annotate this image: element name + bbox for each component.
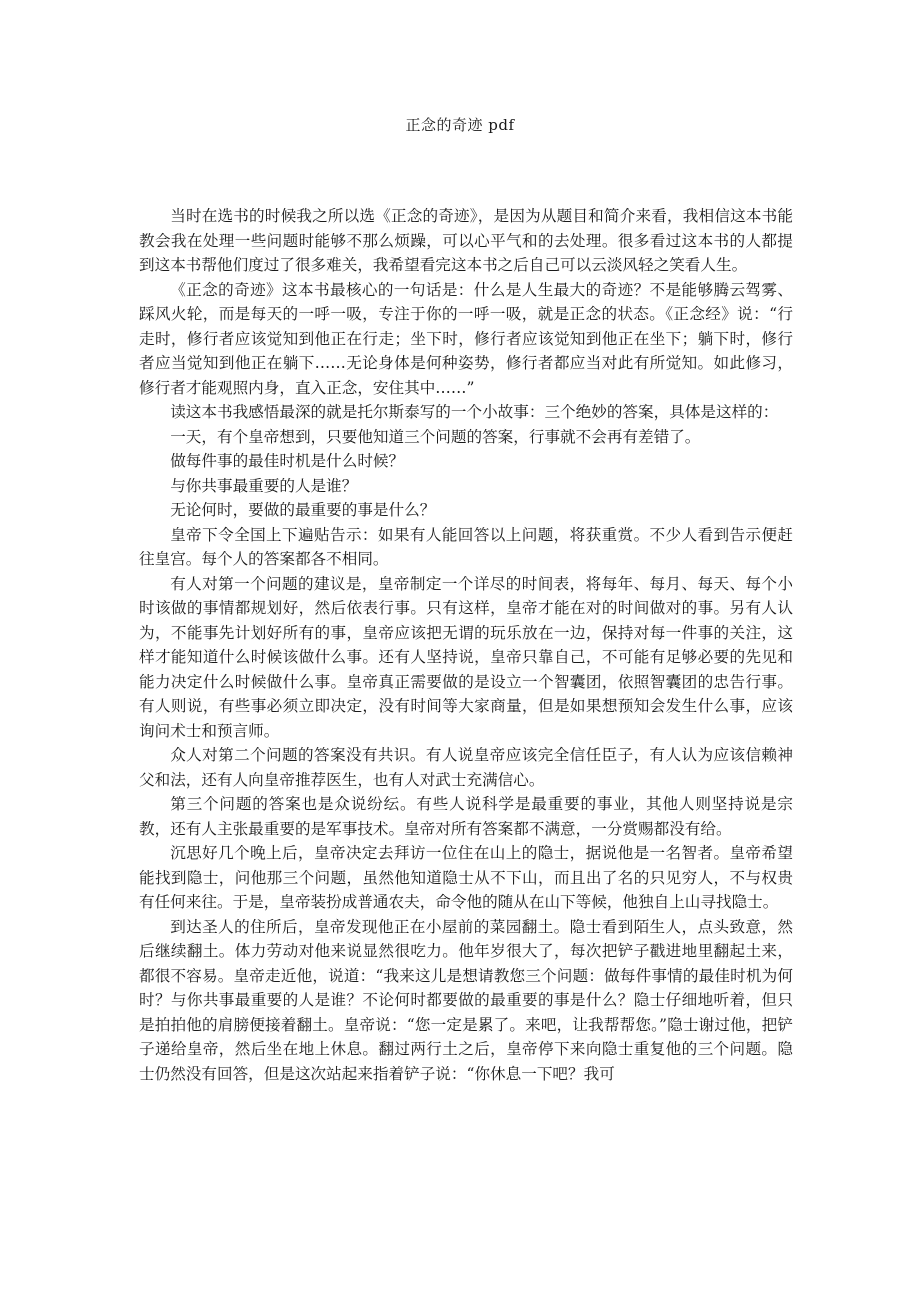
paragraph: 当时在选书的时候我之所以选《正念的奇迹》，是因为从题目和简介来看，我相信这本书能教会我在处理一些问题时能够不那么烦躁，可以心平气和的去处理。很多看过这本书的人都提到这本书帮他们度过了很多难关，我希望看完这本书之后自己可以云淡风轻之笑看人生。 [139, 207, 793, 274]
paragraph: 沉思好几个晚上后，皇帝决定去拜访一位住在山上的隐士，据说他是一名智者。皇帝希望能找到隐士，问他那三个问题，虽然他知道隐士从不下山，而且出了名的只见穷人，不与权贵有任何来往。于是，皇帝装扮成普通农夫，命令他的随从在山下等候，他独自上山寻找隐士。 [139, 844, 793, 911]
paragraph: 与你共事最重要的人是谁？ [170, 476, 358, 495]
paragraph: 读这本书我感悟最深的就是托尔斯泰写的一个小故事：三个绝妙的答案，具体是这样的： [170, 403, 779, 421]
paragraph: 第三个问题的答案也是众说纷纭。有些人说科学是最重要的事业，其他人则坚持说是宗教，还有人主张最重要的是军事技术。皇帝对所有答案都不满意，一分赏赐都没有给。 [139, 795, 793, 838]
paragraph: 做每件事的最佳时机是什么时候？ [170, 452, 405, 470]
paragraph: 皇帝下令全国上下遍贴告示：如果有人能回答以上问题，将获重赏。不少人看到告示便赶往皇宫。每个人的答案都各不相同。 [139, 525, 793, 568]
paragraph: 《正念的奇迹》这本书最核心的一句话是：什么是人生最大的奇迹？不是能够腾云驾雾、踩风火轮，而是每天的一呼一吸，专注于你的一呼一吸，就是正念的状态。《正念经》说：“行走时，修行者应该觉知到他正在行走；坐下时，修行者应该觉知到他正在坐下；躺下时，修行者应当觉知到他正在躺下……无论身体是何种姿势，修行者都应当对此有所觉知。如此修习，修行者才能观照内身，直入正念，安住其中……” [139, 280, 793, 397]
paragraph: 到达圣人的住所后，皇帝发现他正在小屋前的菜园翻土。隐士看到陌生人，点头致意，然后继续翻土。体力劳动对他来说显然很吃力。他年岁很大了，每次把铲子戳进地里翻起土来，都很不容易。皇帝走近他，说道：“我来这儿是想请教您三个问题：做每件事情的最佳时机为何时？与你共事最重要的人是谁？不论何时都要做的最重要的事是什么？隐士仔细地听着，但只是拍拍他的肩膀便接着翻土。皇帝说：“您一定是累了。来吧，让我帮帮您。”隐士谢过他，把铲子递给皇帝，然后坐在地上休息。翻过两行土之后，皇帝停下来向隐士重复他的三个问题。隐士仍然没有回答，但是这次站起来指着铲子说：“你休息一下吧？我可 [139, 917, 793, 1083]
page-title: 正念的奇迹 pdf [405, 116, 515, 134]
paragraph: 众人对第二个问题的答案没有共识。有人说皇帝应该完全信任臣子，有人认为应该信赖神父和法，还有人向皇帝推荐医生，也有人对武士充满信心。 [139, 746, 793, 789]
paragraph: 无论何时，要做的最重要的事是什么？ [170, 501, 436, 519]
document-body [139, 204, 793, 1086]
paragraph: 有人对第一个问题的建议是，皇帝制定一个详尽的时间表，将每年、每月、每天、每个小时该做的事情都规划好，然后依表行事。只有这样，皇帝才能在对的时间做对的事。另有人认为，不能事先计划好所有的事，皇帝应该把无谓的玩乐放在一边，保持对每一件事的关注，这样才能知道什么时候该做什么事。还有人坚持说，皇帝只靠自己，不可能有足够必要的先见和能力决定什么时候做什么事。皇帝真正需要做的是设立一个智囊团，依照智囊团的忠告行事。有人则说，有些事必须立即决定，没有时间等大家商量，但是如果想预知会发生什么事，应该询问术士和预言师。 [139, 574, 793, 740]
paragraph: 一天，有个皇帝想到，只要他知道三个问题的答案，行事就不会再有差错了。 [170, 427, 701, 446]
